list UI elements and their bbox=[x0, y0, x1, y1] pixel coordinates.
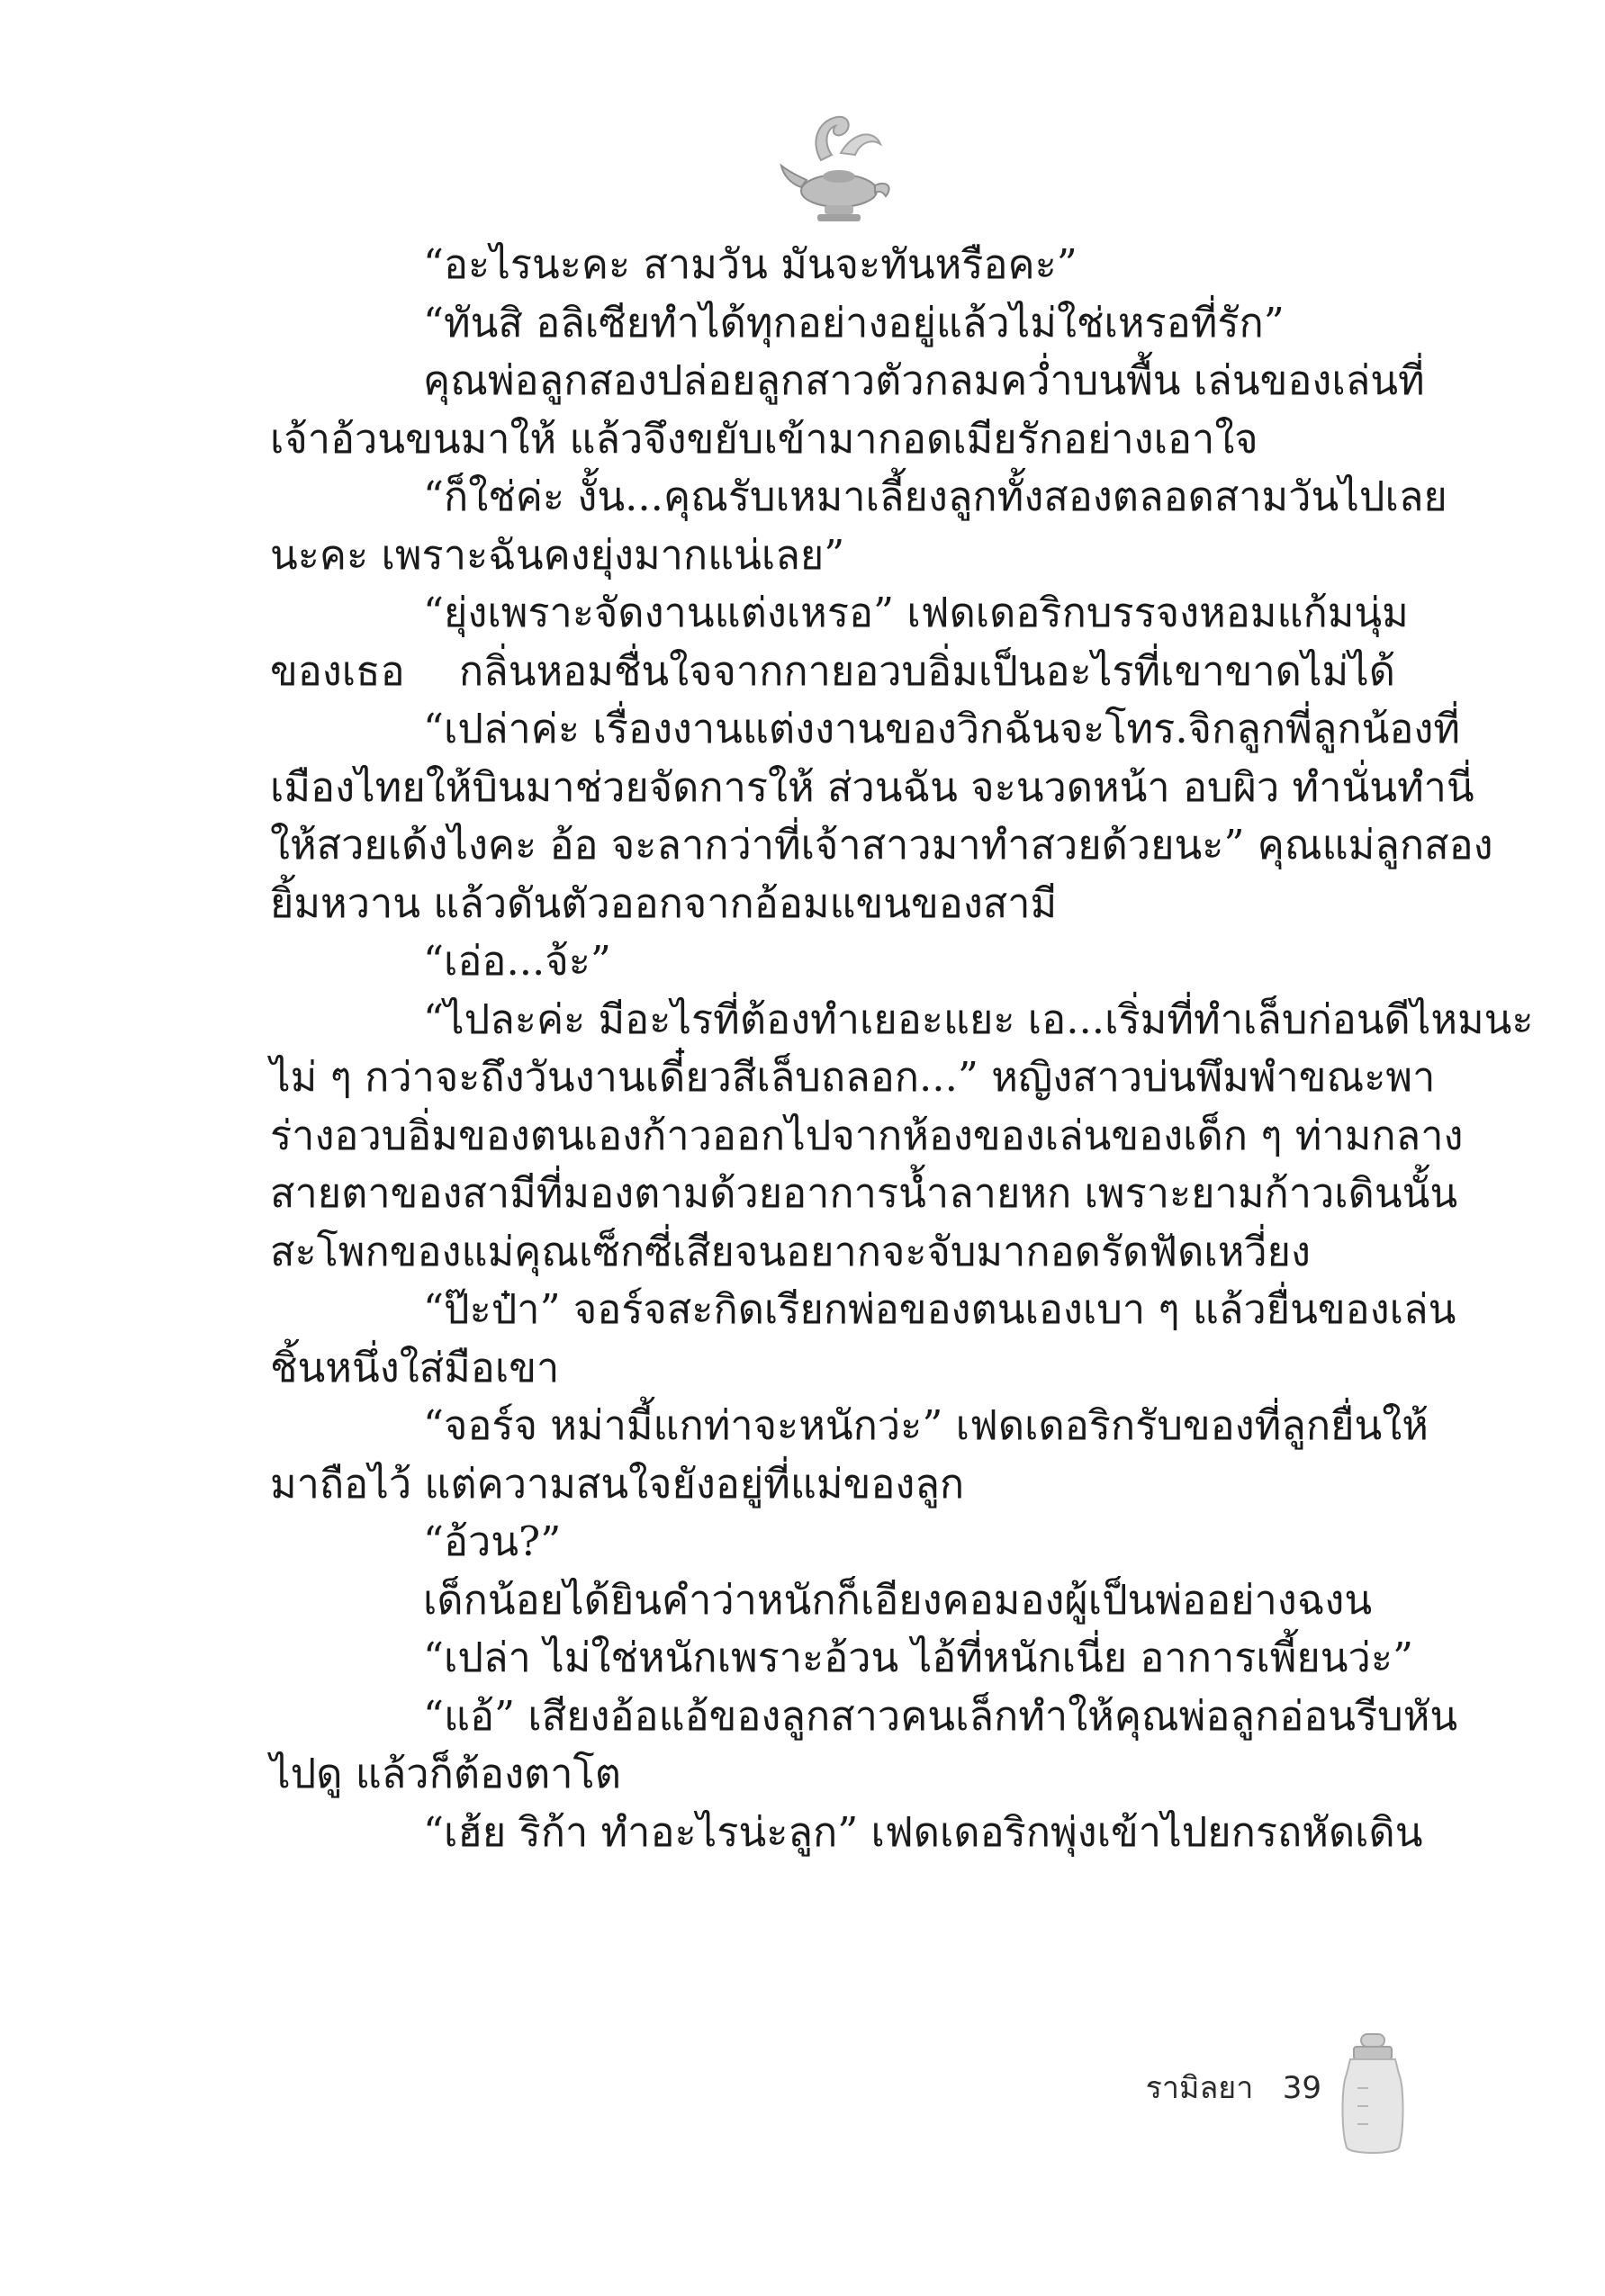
text-line: ไม่ ๆ กว่าจะถึงวันงานเดี๋ยวสีเล็บถลอก...” หญิงสาวบ่นพึมพำขณะพา bbox=[270, 1053, 1436, 1101]
text-line: สายตาของสามีที่มองตามด้วยอาการน้ำลายหก เพราะยามก้าวเดินนั้น bbox=[270, 1169, 1458, 1217]
genie-lamp-icon bbox=[774, 97, 909, 232]
text-line: ของเธอ กลิ่นหอมชื่นใจจากกายอวบอิ่มเป็นอะไรที่เขาขาดไม่ได้ bbox=[270, 646, 1395, 695]
text-line: นะคะ เพราะฉันคงยุ่งมากแน่เลย” bbox=[270, 530, 845, 579]
text-line: “ไปละค่ะ มีอะไรที่ต้องทำเยอะแยะ เอ...เริ่มที่ทำเล็บก่อนดีไหมนะ bbox=[423, 995, 1534, 1043]
text-line: เมืองไทยให้บินมาช่วยจัดการให้ ส่วนฉัน จะนวดหน้า อบผิว ทำนั่นทำนี่ bbox=[270, 762, 1474, 811]
text-line: “ก็ใช่ค่ะ งั้น...คุณรับเหมาเลี้ยงลูกทั้งสองตลอดสามวันไปเลย bbox=[423, 473, 1447, 520]
author-name: รามิลยา bbox=[1145, 2070, 1254, 2106]
text-line: เด็กน้อยได้ยินคำว่าหนักก็เอียงคอมองผู้เป็นพ่ออย่างฉงน bbox=[423, 1575, 1373, 1624]
text-line: มาถือไว้ แต่ความสนใจยังอยู่ที่แม่ของลูก bbox=[270, 1459, 965, 1508]
text-line: “ทันสิ อลิเซียทำได้ทุกอย่างอยู่แล้วไม่ใช่เหรอที่รัก” bbox=[423, 298, 1285, 347]
body-text bbox=[270, 236, 1534, 1861]
text-line: “อะไรนะคะ สามวัน มันจะทันหรือคะ” bbox=[423, 240, 1078, 288]
text-line: ยิ้มหวาน แล้วดันตัวออกจากอ้อมแขนของสามี bbox=[270, 878, 1058, 927]
text-line: คุณพ่อลูกสองปล่อยลูกสาวตัวกลมคว่ำบนพื้น เล่นของเล่นที่ bbox=[423, 356, 1425, 404]
text-line: “จอร์จ หม่ามี้แกท่าจะหนักว่ะ” เฟดเดอริกรับของที่ลูกยื่นให้ bbox=[423, 1401, 1429, 1449]
text-line: ร่างอวบอิ่มของตนเองก้าวออกไปจากห้องของเล่นของเด็ก ๆ ท่ามกลาง bbox=[270, 1111, 1464, 1159]
page-number: 39 bbox=[1282, 2070, 1321, 2106]
text-line: “เอ่อ...จ้ะ” bbox=[423, 937, 611, 985]
text-line: ให้สวยเด้งไงคะ อ้อ จะลากว่าที่เจ้าสาวมาทำสวยด้วยนะ” คุณแม่ลูกสอง bbox=[270, 821, 1493, 869]
text-line: “อ้วน?” bbox=[423, 1517, 562, 1565]
text-line: ชิ้นหนึ่งใส่มือเขา bbox=[270, 1343, 560, 1391]
text-line: “เฮ้ย ริก้า ทำอะไรน่ะลูก” เฟดเดอริกพุ่งเข้าไปยกรถหัดเดิน bbox=[423, 1807, 1423, 1856]
text-line: “เปล่าค่ะ เรื่องงานแต่งงานของวิกฉันจะโทร.จิกลูกพี่ลูกน้องที่ bbox=[423, 705, 1461, 752]
text-line: เจ้าอ้วนขนมาให้ แล้วจึงขยับเข้ามากอดเมียรักอย่างเอาใจ bbox=[270, 414, 1258, 463]
text-line: “ป๊ะป๋า” จอร์จสะกิดเรียกพ่อของตนเองเบา ๆ แล้วยื่นของเล่น bbox=[423, 1285, 1456, 1333]
text-line: “ยุ่งเพราะจัดงานแต่งเหรอ” เฟดเดอริกบรรจงหอมแก้มนุ่ม bbox=[423, 589, 1409, 636]
text-line: สะโพกของแม่คุณเซ็กซี่เสียจนอยากจะจับมากอดรัดฟัดเหวี่ยง bbox=[270, 1227, 1311, 1275]
text-line: ไปดู แล้วก็ต้องตาโต bbox=[270, 1750, 621, 1797]
text-line: “เปล่า ไม่ใช่หนักเพราะอ้วน ไอ้ที่หนักเนี่ย อาการเพี้ยนว่ะ” bbox=[423, 1634, 1413, 1681]
baby-bottle-icon bbox=[1332, 2032, 1413, 2158]
page-footer bbox=[1141, 2070, 1321, 2106]
text-line: “แอ้” เสียงอ้อแอ้ของลูกสาวคนเล็กทำให้คุณพ่อลูกอ่อนรีบหัน bbox=[423, 1691, 1458, 1740]
